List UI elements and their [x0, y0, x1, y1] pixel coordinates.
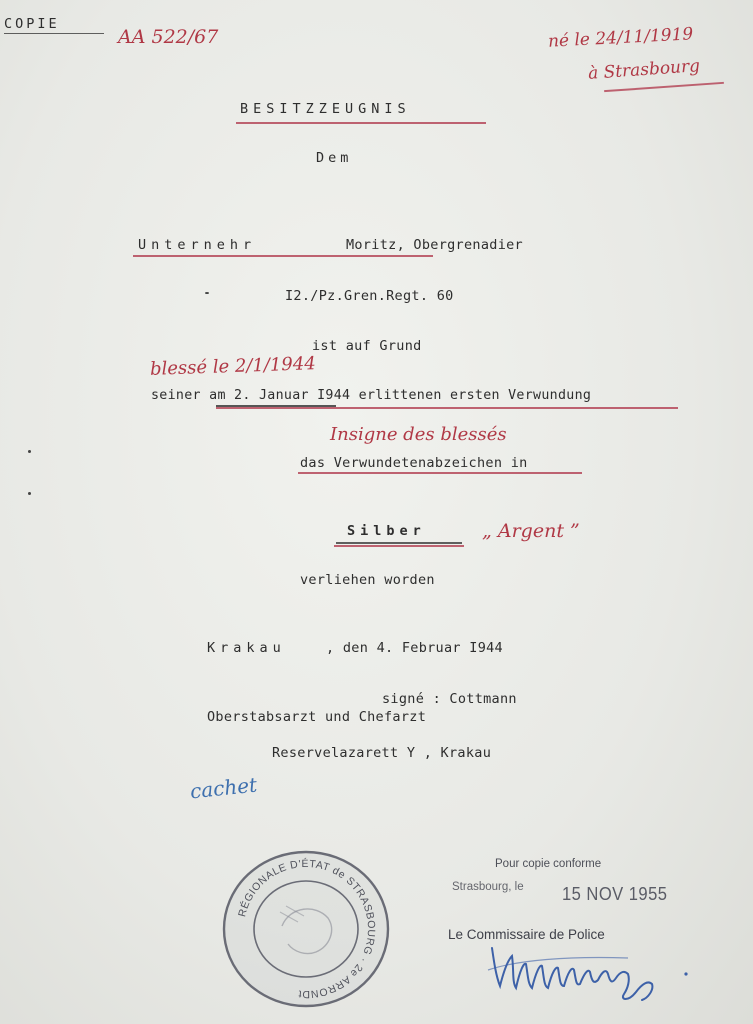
grund-line: ist auf Grund — [312, 338, 422, 354]
grade-label: Silber — [347, 523, 426, 539]
wound-annotation: blessé le 2/1/1944 — [149, 353, 317, 380]
commissaire-label: Le Commissaire de Police — [448, 927, 605, 942]
certification-date: 15 NOV 1955 — [562, 884, 668, 904]
verliehen-line: verliehen worden — [300, 572, 435, 588]
recipient-underline — [133, 255, 433, 257]
seal-text: RÉGIONALE D'ÉTAT de STRASBOURG · 2e ARRONDt — [236, 857, 378, 1001]
certification-line: Pour copie conforme — [495, 858, 602, 870]
argent-annotation: „ Argent ” — [482, 520, 580, 542]
document-title: BESITZZEUGNIS — [240, 101, 411, 117]
page-dot-2 — [28, 492, 31, 495]
recipient-name-rank: Moritz, Obergrenadier — [346, 237, 523, 253]
hospital-line: Reservelazarett Y , Krakau — [272, 745, 492, 761]
insigne-annotation: Insigne des blessés — [330, 424, 507, 445]
reference-number: AA 522/67 — [118, 26, 219, 48]
badge-underline — [298, 472, 582, 474]
place-label: Krakau — [207, 640, 286, 656]
title-underline — [236, 122, 486, 124]
official-seal-stamp — [220, 848, 392, 1010]
unit-label: I2./Pz.Gren.Regt. 60 — [285, 288, 454, 304]
date-label: , den 4. Februar I944 — [326, 640, 503, 656]
copie-label: COPIE — [4, 16, 60, 32]
birth-place-underline — [604, 82, 724, 92]
birth-date-note: né le 24/11/1919 — [547, 24, 694, 52]
copie-underline — [4, 33, 104, 34]
grade-underline-dark — [336, 542, 462, 544]
badge-line: das Verwundetenabzeichen in — [300, 455, 528, 471]
wound-line: seiner am 2. Januar I944 erlittenen ersten Verwundung — [151, 388, 592, 403]
page-mark — [205, 292, 209, 294]
signed-line: signé : Cottmann — [382, 691, 517, 707]
dem-label: Dem — [316, 150, 353, 166]
page-dot-1 — [28, 450, 31, 453]
rank-line: Oberstabsarzt und Chefarzt — [207, 709, 427, 725]
birth-place-note: à Strasbourg — [587, 56, 701, 84]
recipient-surname: Unternehr — [138, 237, 257, 253]
handwritten-signature — [478, 940, 708, 1010]
grade-underline — [334, 545, 464, 547]
cachet-annotation: cachet — [188, 772, 259, 804]
wound-underline — [216, 407, 678, 409]
certification-place: Strasbourg, le — [452, 881, 524, 893]
